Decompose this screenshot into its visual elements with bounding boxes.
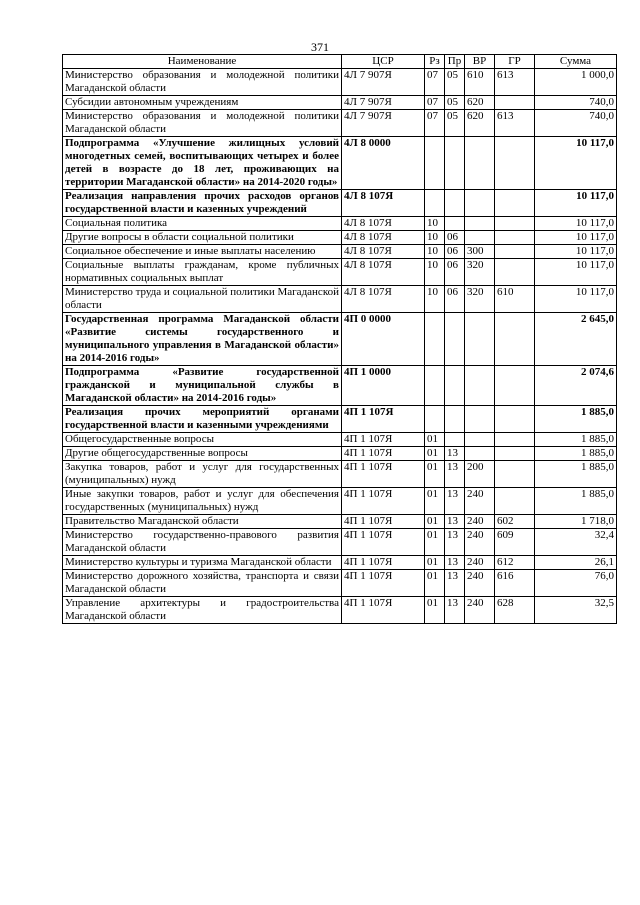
cell-rz: 01 [425, 461, 445, 488]
cell-csr: 4Л 8 107Я [342, 190, 425, 217]
cell-gr [495, 137, 535, 190]
header-pr: Пр [445, 55, 465, 69]
cell-csr: 4П 1 107Я [342, 529, 425, 556]
cell-sum: 1 885,0 [535, 461, 617, 488]
cell-csr: 4П 1 107Я [342, 515, 425, 529]
cell-rz: 07 [425, 69, 445, 96]
cell-vr: 240 [465, 488, 495, 515]
cell-pr: 13 [445, 597, 465, 624]
cell-name: Другие общегосударственные вопросы [63, 447, 342, 461]
cell-name: Правительство Магаданской области [63, 515, 342, 529]
table-row [63, 259, 617, 286]
cell-sum: 2 645,0 [535, 313, 617, 366]
cell-pr: 06 [445, 245, 465, 259]
table-row [63, 190, 617, 217]
cell-sum: 10 117,0 [535, 190, 617, 217]
cell-name: Социальное обеспечение и иные выплаты населению [63, 245, 342, 259]
cell-csr: 4Л 8 107Я [342, 245, 425, 259]
cell-gr [495, 259, 535, 286]
cell-csr: 4П 1 0000 [342, 366, 425, 406]
cell-gr [495, 366, 535, 406]
cell-sum: 32,4 [535, 529, 617, 556]
cell-name: Подпрограмма «Улучшение жилищных условий многодетных семей, воспитывающих четырех и более детей в возрасте до 18 лет, проживающих на территории Магаданской области» на 2014-2020 годы» [63, 137, 342, 190]
cell-sum: 1 885,0 [535, 433, 617, 447]
cell-vr [465, 406, 495, 433]
cell-name: Подпрограмма «Развитие государственной гражданской и муниципальной службы в Магаданской области» на 2014-2016 годы» [63, 366, 342, 406]
cell-pr [445, 366, 465, 406]
cell-rz: 01 [425, 597, 445, 624]
cell-gr [495, 190, 535, 217]
cell-vr: 320 [465, 286, 495, 313]
cell-rz: 01 [425, 447, 445, 461]
cell-sum: 1 885,0 [535, 447, 617, 461]
cell-vr: 610 [465, 69, 495, 96]
cell-rz: 01 [425, 570, 445, 597]
header-name: Наименование [63, 55, 342, 69]
table-row [63, 286, 617, 313]
cell-pr [445, 190, 465, 217]
header-gr: ГР [495, 55, 535, 69]
table-row [63, 137, 617, 190]
cell-sum: 76,0 [535, 570, 617, 597]
table-row [63, 570, 617, 597]
cell-vr [465, 433, 495, 447]
cell-rz: 10 [425, 217, 445, 231]
cell-vr: 240 [465, 529, 495, 556]
cell-gr [495, 313, 535, 366]
cell-rz: 01 [425, 556, 445, 570]
cell-sum: 10 117,0 [535, 245, 617, 259]
table-row [63, 245, 617, 259]
cell-sum: 26,1 [535, 556, 617, 570]
cell-vr: 620 [465, 96, 495, 110]
table-row [63, 406, 617, 433]
cell-gr [495, 447, 535, 461]
cell-sum: 740,0 [535, 96, 617, 110]
cell-gr: 628 [495, 597, 535, 624]
cell-csr: 4П 1 107Я [342, 488, 425, 515]
cell-name: Иные закупки товаров, работ и услуг для обеспечения государственных (муниципальных) нужд [63, 488, 342, 515]
cell-name: Социальные выплаты гражданам, кроме публичных нормативных социальных выплат [63, 259, 342, 286]
cell-pr: 05 [445, 96, 465, 110]
cell-vr [465, 137, 495, 190]
cell-csr: 4Л 8 107Я [342, 259, 425, 286]
cell-vr [465, 190, 495, 217]
table-row [63, 231, 617, 245]
cell-gr [495, 245, 535, 259]
cell-rz [425, 313, 445, 366]
budget-table [62, 54, 617, 624]
cell-rz: 01 [425, 433, 445, 447]
cell-rz [425, 366, 445, 406]
cell-pr: 06 [445, 286, 465, 313]
cell-vr: 620 [465, 110, 495, 137]
cell-pr: 06 [445, 231, 465, 245]
header-vr: ВР [465, 55, 495, 69]
table-body [63, 69, 617, 624]
table-row [63, 488, 617, 515]
cell-gr: 612 [495, 556, 535, 570]
cell-sum: 10 117,0 [535, 259, 617, 286]
header-sum: Сумма [535, 55, 617, 69]
cell-gr [495, 217, 535, 231]
cell-pr [445, 217, 465, 231]
cell-csr: 4П 1 107Я [342, 461, 425, 488]
cell-sum: 10 117,0 [535, 137, 617, 190]
cell-csr: 4П 1 107Я [342, 406, 425, 433]
cell-gr: 602 [495, 515, 535, 529]
cell-gr [495, 461, 535, 488]
cell-pr: 05 [445, 110, 465, 137]
cell-sum: 1 885,0 [535, 406, 617, 433]
table-row [63, 515, 617, 529]
cell-csr: 4Л 7 907Я [342, 69, 425, 96]
cell-sum: 10 117,0 [535, 286, 617, 313]
cell-rz: 07 [425, 96, 445, 110]
cell-rz: 10 [425, 286, 445, 313]
cell-pr: 13 [445, 570, 465, 597]
cell-gr [495, 406, 535, 433]
cell-pr: 13 [445, 447, 465, 461]
cell-vr [465, 231, 495, 245]
cell-vr [465, 217, 495, 231]
cell-sum: 32,5 [535, 597, 617, 624]
cell-csr: 4Л 8 107Я [342, 231, 425, 245]
cell-gr [495, 96, 535, 110]
cell-name: Министерство государственно-правового развития Магаданской области [63, 529, 342, 556]
cell-rz: 01 [425, 488, 445, 515]
cell-vr: 240 [465, 556, 495, 570]
cell-name: Другие вопросы в области социальной политики [63, 231, 342, 245]
cell-gr [495, 231, 535, 245]
cell-name: Министерство труда и социальной политики Магаданской области [63, 286, 342, 313]
cell-rz [425, 190, 445, 217]
cell-rz: 10 [425, 231, 445, 245]
cell-vr [465, 313, 495, 366]
cell-vr: 320 [465, 259, 495, 286]
cell-name: Государственная программа Магаданской области «Развитие системы государственного и муниципального управления в Магаданской области» на 2014-2016 годы» [63, 313, 342, 366]
cell-name: Управление архитектуры и градостроительства Магаданской области [63, 597, 342, 624]
cell-csr: 4П 1 107Я [342, 433, 425, 447]
cell-csr: 4П 1 107Я [342, 597, 425, 624]
cell-rz: 01 [425, 515, 445, 529]
table-row [63, 69, 617, 96]
cell-pr: 05 [445, 69, 465, 96]
cell-pr [445, 433, 465, 447]
cell-gr: 613 [495, 69, 535, 96]
cell-rz: 07 [425, 110, 445, 137]
cell-gr: 613 [495, 110, 535, 137]
cell-pr [445, 313, 465, 366]
cell-pr [445, 137, 465, 190]
table-row [63, 461, 617, 488]
table-row [63, 597, 617, 624]
cell-name: Министерство образования и молодежной политики Магаданской области [63, 69, 342, 96]
table-row [63, 556, 617, 570]
table-row [63, 447, 617, 461]
table-row [63, 313, 617, 366]
cell-csr: 4Л 8 107Я [342, 217, 425, 231]
table-row [63, 433, 617, 447]
cell-pr: 13 [445, 515, 465, 529]
table-row [63, 529, 617, 556]
cell-name: Министерство дорожного хозяйства, транспорта и связи Магаданской области [63, 570, 342, 597]
table-row [63, 217, 617, 231]
cell-csr: 4П 1 107Я [342, 570, 425, 597]
cell-name: Социальная политика [63, 217, 342, 231]
cell-csr: 4П 0 0000 [342, 313, 425, 366]
table-header-row [63, 55, 617, 69]
cell-pr: 06 [445, 259, 465, 286]
page-number: 371 [311, 40, 329, 54]
cell-csr: 4Л 7 907Я [342, 110, 425, 137]
table-row [63, 366, 617, 406]
header-csr: ЦСР [342, 55, 425, 69]
cell-sum: 10 117,0 [535, 217, 617, 231]
cell-gr: 610 [495, 286, 535, 313]
cell-csr: 4Л 7 907Я [342, 96, 425, 110]
table-row [63, 96, 617, 110]
cell-pr: 13 [445, 488, 465, 515]
cell-vr: 240 [465, 570, 495, 597]
table-row [63, 110, 617, 137]
cell-rz: 10 [425, 259, 445, 286]
cell-vr: 240 [465, 597, 495, 624]
cell-name: Субсидии автономным учреждениям [63, 96, 342, 110]
cell-rz [425, 137, 445, 190]
cell-gr: 609 [495, 529, 535, 556]
cell-sum: 1 885,0 [535, 488, 617, 515]
cell-pr [445, 406, 465, 433]
cell-csr: 4П 1 107Я [342, 556, 425, 570]
cell-sum: 740,0 [535, 110, 617, 137]
cell-vr: 300 [465, 245, 495, 259]
cell-sum: 1 718,0 [535, 515, 617, 529]
cell-csr: 4Л 8 0000 [342, 137, 425, 190]
cell-pr: 13 [445, 529, 465, 556]
cell-rz: 10 [425, 245, 445, 259]
cell-name: Министерство образования и молодежной политики Магаданской области [63, 110, 342, 137]
cell-sum: 1 000,0 [535, 69, 617, 96]
cell-rz: 01 [425, 529, 445, 556]
cell-sum: 10 117,0 [535, 231, 617, 245]
cell-gr [495, 488, 535, 515]
header-rz: Рз [425, 55, 445, 69]
cell-pr: 13 [445, 556, 465, 570]
cell-name: Общегосударственные вопросы [63, 433, 342, 447]
cell-vr [465, 366, 495, 406]
cell-name: Закупка товаров, работ и услуг для государственных (муниципальных) нужд [63, 461, 342, 488]
cell-vr: 200 [465, 461, 495, 488]
cell-csr: 4Л 8 107Я [342, 286, 425, 313]
cell-pr: 13 [445, 461, 465, 488]
cell-csr: 4П 1 107Я [342, 447, 425, 461]
cell-name: Реализация прочих мероприятий органами государственной власти и казенными учреждениями [63, 406, 342, 433]
cell-sum: 2 074,6 [535, 366, 617, 406]
cell-name: Министерство культуры и туризма Магаданской области [63, 556, 342, 570]
cell-rz [425, 406, 445, 433]
cell-gr [495, 433, 535, 447]
cell-vr [465, 447, 495, 461]
cell-vr: 240 [465, 515, 495, 529]
cell-gr: 616 [495, 570, 535, 597]
cell-name: Реализация направления прочих расходов органов государственной власти и казенных учреждений [63, 190, 342, 217]
